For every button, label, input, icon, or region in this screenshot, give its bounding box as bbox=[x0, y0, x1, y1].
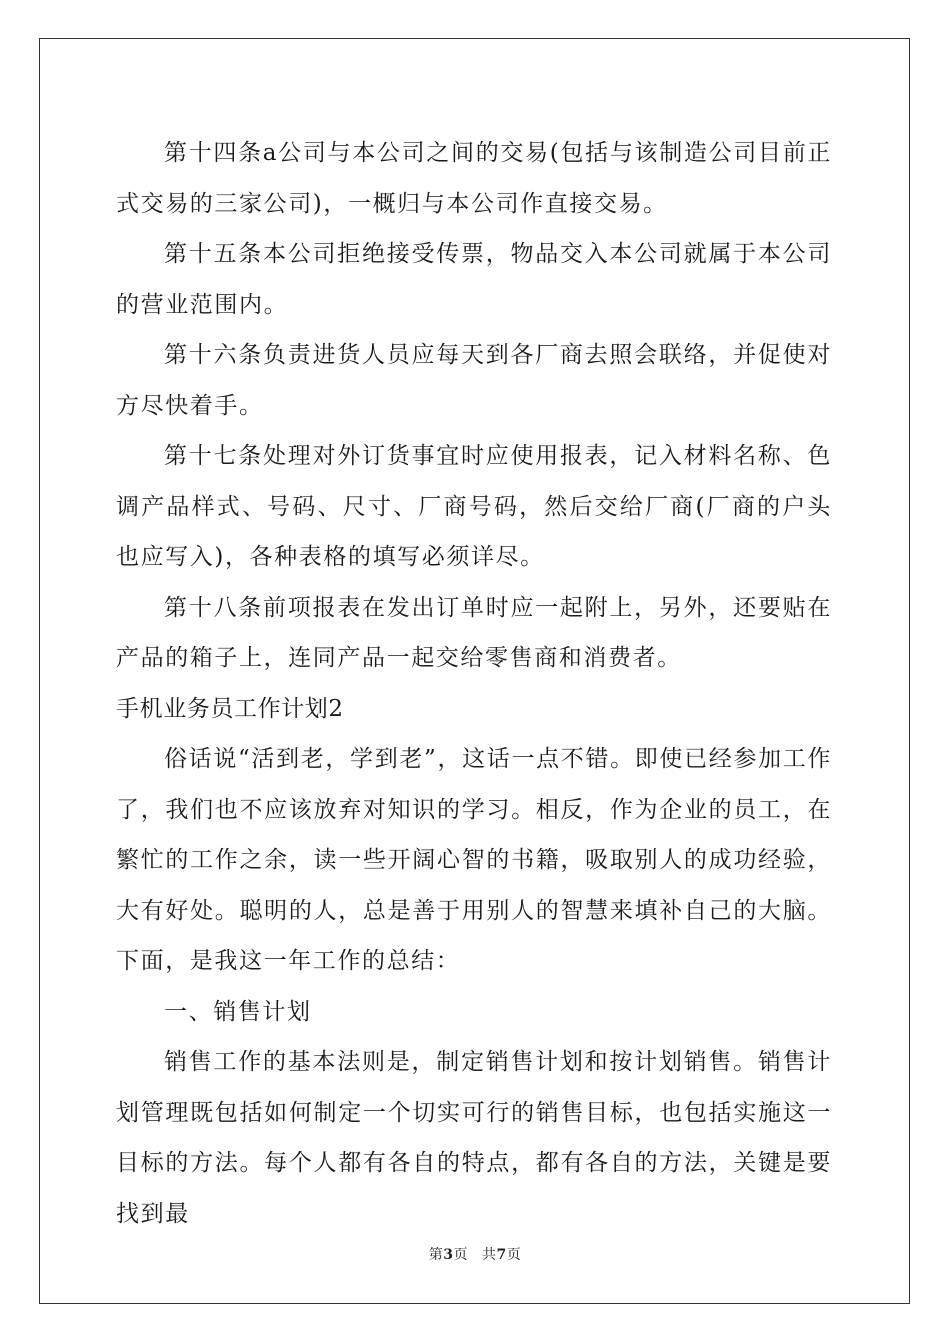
footer-page-prefix: 第 bbox=[428, 1247, 444, 1263]
document-body bbox=[116, 128, 832, 1239]
section-title: 手机业务员工作计划2 bbox=[116, 695, 344, 722]
paragraph-intro: 俗话说“活到老，学到老”，这话一点不错。即使已经参加工作了，我们也不应该放弃对知识的学习。相反，作为企业的员工，在繁忙的工作之余，读一些开阔心智的书籍，吸取别人的成功经验，大有好处。聪明的人，总是善于用别人的智慧来填补自己的大脑。下面，是我这一年工作的总结： bbox=[116, 746, 832, 974]
footer-total-suffix: 页 bbox=[506, 1247, 522, 1263]
paragraph-article-14: 第十四条a公司与本公司之间的交易(包括与该制造公司目前正式交易的三家公司)，一概归与本公司作直接交易。 bbox=[116, 140, 832, 217]
paragraph-sales-plan: 销售工作的基本法则是，制定销售计划和按计划销售。销售计划管理既包括如何制定一个切实可行的销售目标，也包括实施这一目标的方法。每个人都有各自的特点，都有各自的方法，关键是要找到最 bbox=[116, 1049, 832, 1227]
paragraph-article-18: 第十八条前项报表在发出订单时应一起附上，另外，还要贴在产品的箱子上，连同产品一起交给零售商和消费者。 bbox=[116, 594, 832, 671]
footer-total-pages: 7 bbox=[496, 1247, 507, 1263]
footer-page-suffix: 页 bbox=[453, 1247, 468, 1263]
paragraph-article-17: 第十七条处理对外订货事宜时应使用报表，记入材料名称、色调产品样式、号码、尺寸、厂商号码，然后交给厂商(厂商的户头也应写入)，各种表格的填写必须详尽。 bbox=[116, 443, 832, 570]
paragraph-article-15: 第十五条本公司拒绝接受传票，物品交入本公司就属于本公司的营业范围内。 bbox=[116, 241, 832, 318]
paragraph-heading-sales-plan: 一、销售计划 bbox=[164, 998, 312, 1025]
paragraph-article-16: 第十六条负责进货人员应每天到各厂商去照会联络，并促使对方尽快着手。 bbox=[116, 342, 832, 419]
page-footer bbox=[0, 1244, 950, 1264]
footer-page-number: 3 bbox=[443, 1247, 454, 1263]
footer-total-prefix: 共 bbox=[482, 1247, 497, 1263]
